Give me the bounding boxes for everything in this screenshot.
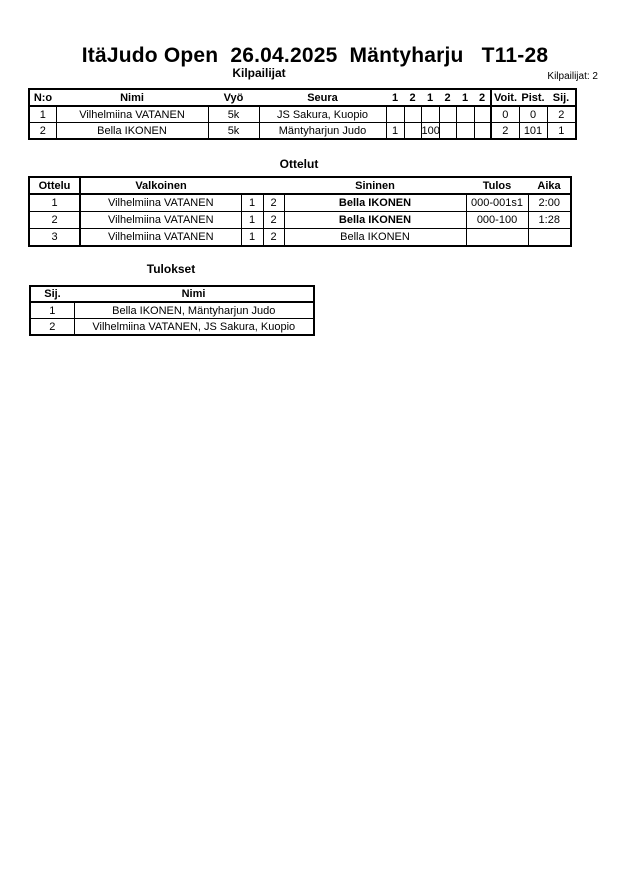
cell-sij: 1: [547, 123, 576, 140]
cell-sininen: Bella IKONEN: [284, 212, 466, 229]
cell-voit: 0: [491, 106, 519, 123]
cell-score: [404, 123, 421, 140]
cell-score: [404, 106, 421, 123]
col-header-score-4: 2: [439, 89, 456, 106]
cell-pist: 101: [519, 123, 547, 140]
cell-score: [456, 106, 474, 123]
competitor-count-label: Kilpailijat: 2: [547, 71, 598, 82]
cell-nimi: Vilhelmiina VATANEN, JS Sakura, Kuopio: [74, 319, 314, 336]
cell-nimi: Vilhelmiina VATANEN: [56, 106, 208, 123]
col-header-nimi: Nimi: [56, 89, 208, 106]
cell-score: [474, 123, 491, 140]
page-title: ItäJudo Open 26.04.2025 Mäntyharju T11-28: [81, 44, 549, 67]
cell-nimi: Bella IKONEN, Mäntyharjun Judo: [74, 302, 314, 319]
cell-white-num: 1: [241, 212, 263, 229]
cell-white-num: 1: [241, 194, 263, 212]
col-header-score-1: 1: [386, 89, 404, 106]
cell-score: [439, 106, 456, 123]
competitor-row: [29, 123, 576, 140]
cell-tulos: 000-001s1: [466, 194, 528, 212]
cell-sininen: Bella IKONEN: [284, 229, 466, 247]
match-row: [29, 229, 571, 247]
col-header-ottelu: Ottelu: [29, 177, 80, 194]
result-row: [30, 319, 314, 336]
col-header-sij: Sij.: [547, 89, 576, 106]
kilpailijat-header-row: [29, 89, 576, 106]
col-header-vyo: Vyö: [208, 89, 259, 106]
cell-voit: 2: [491, 123, 519, 140]
cell-blue-num: 2: [263, 229, 284, 247]
cell-nimi: Bella IKONEN: [56, 123, 208, 140]
cell-match-no: 1: [29, 194, 80, 212]
ottelut-header-row: [29, 177, 571, 194]
cell-match-no: 2: [29, 212, 80, 229]
cell-valkoinen: Vilhelmiina VATANEN: [80, 194, 241, 212]
cell-no: 1: [29, 106, 56, 123]
cell-seura: Mäntyharjun Judo: [259, 123, 386, 140]
col-header-spacer-2: [263, 177, 284, 194]
col-header-score-6: 2: [474, 89, 491, 106]
cell-vyo: 5k: [208, 106, 259, 123]
cell-match-no: 3: [29, 229, 80, 247]
cell-blue-num: 2: [263, 212, 284, 229]
cell-score: [386, 106, 404, 123]
col-header-sininen: Sininen: [284, 177, 466, 194]
cell-aika: [528, 229, 571, 247]
col-header-score-5: 1: [456, 89, 474, 106]
cell-score: 1: [386, 123, 404, 140]
cell-score: [474, 106, 491, 123]
competitor-row: [29, 106, 576, 123]
cell-score: [439, 123, 456, 140]
col-header-no: N:o: [29, 89, 56, 106]
col-header-valkoinen: Valkoinen: [80, 177, 241, 194]
section-heading-kilpailijat: Kilpailijat: [232, 66, 286, 80]
col-header-pist: Pist.: [519, 89, 547, 106]
cell-sij: 2: [30, 319, 74, 336]
tulokset-header-row: [30, 286, 314, 302]
col-header-score-3: 1: [421, 89, 439, 106]
cell-score: [456, 123, 474, 140]
section-heading-tulokset: Tulokset: [146, 262, 196, 276]
cell-sininen: Bella IKONEN: [284, 194, 466, 212]
cell-tulos: [466, 229, 528, 247]
cell-tulos: 000-100: [466, 212, 528, 229]
cell-white-num: 1: [241, 229, 263, 247]
cell-blue-num: 2: [263, 194, 284, 212]
col-header-voit: Voit.: [491, 89, 519, 106]
result-row: [30, 302, 314, 319]
match-row: [29, 212, 571, 229]
col-header-aika: Aika: [528, 177, 571, 194]
cell-valkoinen: Vilhelmiina VATANEN: [80, 229, 241, 247]
col-header-sij: Sij.: [30, 286, 74, 302]
cell-sij: 1: [30, 302, 74, 319]
section-heading-ottelut: Ottelut: [279, 157, 319, 171]
ottelut-table: [28, 176, 572, 247]
tulokset-table: [29, 285, 315, 336]
cell-seura: JS Sakura, Kuopio: [259, 106, 386, 123]
col-header-nimi: Nimi: [74, 286, 314, 302]
cell-score: [421, 106, 439, 123]
cell-aika: 1:28: [528, 212, 571, 229]
col-header-tulos: Tulos: [466, 177, 528, 194]
match-row: [29, 194, 571, 212]
col-header-spacer-1: [241, 177, 263, 194]
cell-sij: 2: [547, 106, 576, 123]
cell-pist: 0: [519, 106, 547, 123]
cell-valkoinen: Vilhelmiina VATANEN: [80, 212, 241, 229]
col-header-score-2: 2: [404, 89, 421, 106]
col-header-seura: Seura: [259, 89, 386, 106]
cell-aika: 2:00: [528, 194, 571, 212]
kilpailijat-table: [28, 88, 577, 140]
cell-vyo: 5k: [208, 123, 259, 140]
cell-score: 100: [421, 123, 439, 140]
cell-no: 2: [29, 123, 56, 140]
